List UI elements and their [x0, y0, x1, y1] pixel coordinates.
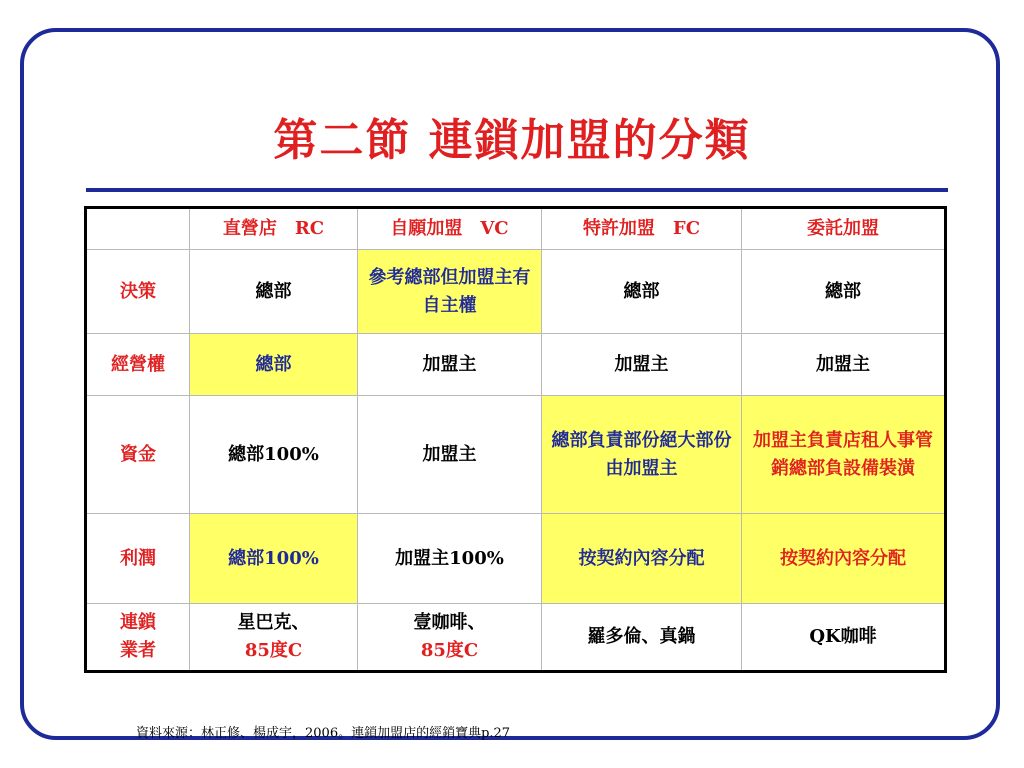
- table-cell: 總部: [742, 250, 946, 334]
- table-cell: 按契約內容分配: [542, 514, 742, 604]
- row-header-profit: 利潤: [86, 514, 190, 604]
- table-cell: 總部100%: [190, 396, 358, 514]
- table-cell: 總部: [190, 334, 358, 396]
- row-header-line: 業者: [120, 640, 156, 661]
- table-cell: 參考總部但加盟主有自主權: [358, 250, 542, 334]
- row-header-capital: 資金: [86, 396, 190, 514]
- cell-line: 85度C: [244, 640, 303, 661]
- table-cell: [358, 604, 542, 672]
- table-cell: 加盟主負責店租人事管銷總部負設備裝潢: [742, 396, 946, 514]
- column-header-entrusted: 委託加盟: [742, 208, 946, 250]
- column-header-rc: 直營店 RC: [190, 208, 358, 250]
- table-row-capital: [86, 396, 946, 514]
- table-row-management: [86, 334, 946, 396]
- table-cell: 總部100%: [190, 514, 358, 604]
- table-row-operators: [86, 604, 946, 672]
- row-header-decision: 決策: [86, 250, 190, 334]
- table-cell: 加盟主: [358, 396, 542, 514]
- row-header-line: 連鎖: [120, 612, 156, 634]
- title-underline: [86, 188, 948, 192]
- table-cell: 總部負責部份絕大部份由加盟主: [542, 396, 742, 514]
- table-row-profit: [86, 514, 946, 604]
- cell-line: 壹咖啡、: [413, 612, 486, 634]
- row-header-operators: [86, 604, 190, 672]
- column-header-fc: 特許加盟 FC: [542, 208, 742, 250]
- table-cell: 總部: [190, 250, 358, 334]
- table-cell: QK咖啡: [742, 604, 946, 672]
- table-cell: 加盟主: [742, 334, 946, 396]
- table-cell: 加盟主: [542, 334, 742, 396]
- slide-title: 第二節 連鎖加盟的分類: [273, 115, 751, 166]
- table-cell: 羅多倫、真鍋: [542, 604, 742, 672]
- table-row-decision: [86, 250, 946, 334]
- corner-cell: [86, 208, 190, 250]
- franchise-classification-table: [84, 206, 947, 673]
- cell-line: 85度C: [420, 640, 479, 661]
- cell-line: 星巴克、: [237, 612, 310, 634]
- row-header-management: 經營權: [86, 334, 190, 396]
- column-header-vc: 自願加盟 VC: [358, 208, 542, 250]
- source-note: 資料來源：林正修、楊成宇，2006。連鎖加盟店的經銷寶典p.27: [136, 726, 511, 741]
- table-cell: 加盟主: [358, 334, 542, 396]
- header-row: [86, 208, 946, 250]
- table-cell: [190, 604, 358, 672]
- table-cell: 按契約內容分配: [742, 514, 946, 604]
- table-cell: 總部: [542, 250, 742, 334]
- table-cell: 加盟主100%: [358, 514, 542, 604]
